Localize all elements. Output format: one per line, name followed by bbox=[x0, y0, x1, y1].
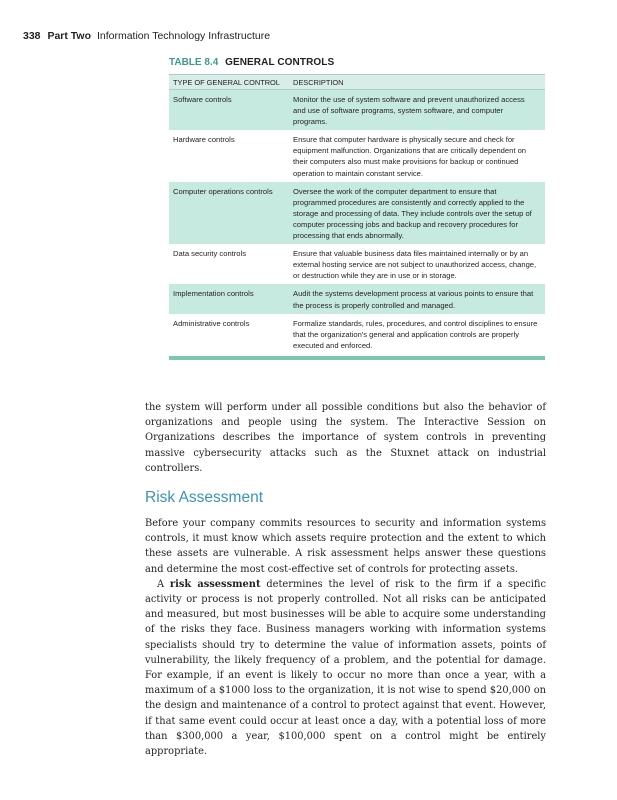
control-type: Computer operations controls bbox=[173, 186, 273, 196]
paragraph-continued: the system will perform under all possible conditions but also the behavior of organizations and people using the system. The Interactive Session on Organizations describes the importance of system controls in preventing massive cybersecurity attacks such as the Stuxnet attack on industrial controllers. bbox=[145, 402, 546, 474]
paragraph-lead: A bbox=[157, 578, 165, 590]
control-type: Implementation controls bbox=[173, 289, 254, 299]
table-row bbox=[169, 90, 545, 130]
paragraph bbox=[145, 577, 546, 759]
table-header-row bbox=[169, 74, 545, 90]
control-description: Formalize standards, rules, procedures, and control disciplines to ensure that the organization's general and application controls are properly executed and enforced. bbox=[293, 318, 538, 350]
column-header-type: TYPE OF GENERAL CONTROL bbox=[173, 77, 280, 87]
control-description: Monitor the use of system software and prevent unauthorized access and use of software programs, system software, and computer programs. bbox=[293, 95, 525, 127]
table-number: TABLE 8.4 bbox=[169, 57, 219, 68]
table-row bbox=[169, 244, 545, 284]
control-type: Software controls bbox=[173, 95, 232, 104]
control-description: Ensure that valuable business data files maintained internally or by an external hosting service are not subject to unauthorized access, change, or destruction while they are in use or in storage. bbox=[293, 249, 537, 281]
control-description: Ensure that computer hardware is physically secure and check for equipment malfunction. Organizations that are critically dependent on their computers also must make provisions for backup or continued operation to maintain constant service. bbox=[293, 135, 527, 178]
control-description: Oversee the work of the computer department to ensure that programmed procedures are consistently and correctly applied to the storage and processing of data. They include controls over the setup of computer processing jobs and backup and recovery procedures for processing that ends abnormally. bbox=[293, 186, 532, 241]
table-row bbox=[169, 182, 545, 244]
part-title: Information Technology Infrastructure bbox=[96, 30, 271, 42]
table-row bbox=[169, 314, 545, 354]
part-label: Part Two bbox=[47, 30, 92, 42]
running-head bbox=[23, 30, 270, 42]
section-heading: Risk Assessment bbox=[145, 489, 264, 507]
table-row bbox=[169, 284, 545, 313]
body-text bbox=[145, 400, 546, 759]
control-type: Administrative controls bbox=[173, 318, 250, 328]
control-description: Audit the systems development process at various points to ensure that the process is properly controlled and managed. bbox=[293, 289, 534, 310]
paragraph: Before your company commits resources to security and information systems controls, it must know which assets require protection and the extent to which these assets are vulnerable. A risk assessment helps answer these questions and determine the most cost-effective set of controls for protecting assets. bbox=[145, 518, 546, 575]
general-controls-table bbox=[169, 57, 545, 360]
table-caption bbox=[169, 57, 545, 68]
control-type: Data security controls bbox=[173, 249, 247, 259]
table-title: GENERAL CONTROLS bbox=[225, 57, 335, 68]
page-number: 338 bbox=[23, 30, 41, 42]
control-type: Hardware controls bbox=[173, 135, 235, 145]
paragraph-rest: determines the level of risk to the firm if a specific activity or process is not properly controlled. Not all risks can be anticipated and measured, but most businesses will be able to acquire some understanding of the risks they face. Business managers working with information systems specialists should try to determine the value of information assets, points of vulnerability, the likely frequency of a problem, and the potential for damage. For example, if an event is likely to occur no more than once a year, with a maximum of a $1000 loss to the organization, it is not wise to spend $20,000 on the design and maintenance of a control to protect against that event. However, if that same event could occur at least once a day, with a potential loss of more than $300,000 a year, $100,000 spent on a control might be entirely appropriate. bbox=[145, 578, 546, 758]
column-header-description: DESCRIPTION bbox=[293, 77, 344, 87]
table-row bbox=[169, 130, 545, 181]
table-bottom-rule bbox=[169, 356, 545, 360]
key-term: risk assessment bbox=[169, 578, 261, 590]
